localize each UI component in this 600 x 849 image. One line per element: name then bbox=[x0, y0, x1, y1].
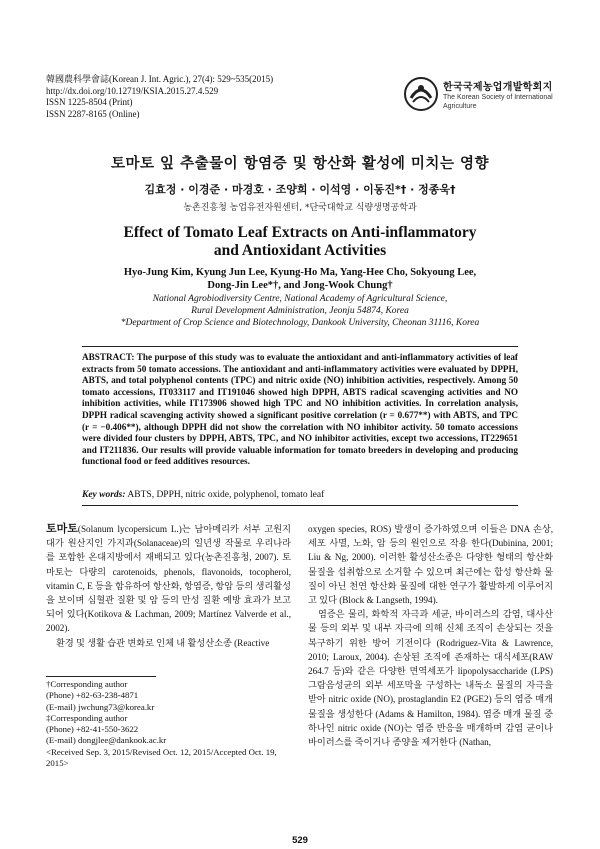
affiliation-english-line2: Rural Development Administration, Jeonju 54874, Korea bbox=[191, 306, 409, 316]
lead-word: 토마토 bbox=[46, 522, 78, 535]
society-logo bbox=[403, 76, 563, 116]
title-english-line2: and Antioxidant Activities bbox=[213, 242, 387, 259]
title-english bbox=[0, 224, 600, 260]
footnote-1-label: †Corresponding author bbox=[46, 679, 128, 689]
society-emblem-icon bbox=[403, 76, 439, 112]
footnote-2-label: ‡Corresponding author bbox=[46, 712, 128, 723]
body-column-left bbox=[46, 522, 291, 650]
abstract-bottom-rule bbox=[82, 505, 518, 506]
body-left-paragraph-1-text: (Solanum lycopersicum L.)는 남아메리카 서부 고원지대가 원산지인 가지과(Solanaceae)의 일년생 작물로 우리나라를 포함한 온대지방에서 재배되고 있다(농촌진흥청, 2007). 토마토는 다량의 carotenoids, phenols, flavonoids, tocopherol, vitamin C, E 등을 함유하여 항산화, 항염증, 항암 등의 생리활성을 보이며 심혈관 질환 및 암 등의 만성 질환 예방 효과가 보고되어 있다(Kotikova & Lachman, 2009; Martínez Valverde et al., 2002). bbox=[46, 524, 291, 634]
footnote-2-email[interactable]: (E-mail) dongjlee@dankook.ac.kr bbox=[46, 735, 167, 746]
authors-english-line2: Dong-Jin Lee*†, and Jong-Wook Chung† bbox=[207, 279, 393, 291]
journal-header bbox=[46, 74, 273, 120]
affiliation-english-line1: National Agrobiodiversity Centre, National Academy of Agricultural Science, bbox=[152, 294, 448, 304]
body-right-paragraph-2: 염증은 물리, 화학적 자극과 세균, 바이러스의 감염, 대사산물 등의 외부 및 내부 자극에 의해 신체 조직이 손상되는 것을 복구하기 위한 방어 기전이다 (Rodriguez-Vita & Lawrence, 2010; Laroux, 2004). 손상된 조직에 존재하는 대식세포(RAW 264.7 등)와 같은 다양한 면역세포가 lipopolysaccharide (LPS) 그람음성균의 외부 세포막을 구성하는 내독소 물질의 자극을 받아 nitric oxide (NO), prostaglandin E2 (PGE2) 등의 염증 매개 물질을 생성한다 (Adams & Hamilton, 1984). 염증 매개 물질 중 하나인 nitric oxide (NO)는 염증 반응을 매개하며 감염 균이나 바이러스를 죽이거나 종양을 제거한다 (Nathan, bbox=[308, 609, 553, 748]
affiliation-english-line3: *Department of Crop Science and Biotechnology, Dankook University, Cheonan 31116, Korea bbox=[120, 318, 480, 328]
body-right-paragraph-1: oxygen species, ROS) 발생이 증가하였으며 이들은 DNA 손상, 세포 사멸, 노화, 암 등의 원인으로 작용 한다(Dubinina, 2001; Liu & Ng, 2000). 이러한 활성산소종은 다양한 형태의 항산화 물질을 섭취함으로 소거할 수 있으며 최근에는 합성 항산화 물질이 아닌 천연 항산화 물질에 대한 연구가 활발하게 이루어지고 있다 (Block & Langseth, 1994). bbox=[308, 524, 553, 606]
society-name-english: The Korean Society of International Agriculture bbox=[443, 94, 553, 110]
received-dates: <Received Sep. 3, 2015/Revised Oct. 12, 2015/Accepted Oct. 19, 2015> bbox=[46, 746, 277, 769]
authors-korean: 김효정 · 이경준 · 마경호 · 조양희 · 이석영 · 이동진*† · 정종욱† bbox=[144, 183, 456, 196]
journal-citation: 韓國農科學會誌(Korean J. Int. Agric.), 27(4): 529~535(2015) bbox=[46, 74, 274, 84]
body-column-right bbox=[308, 522, 553, 749]
footnote-1-email[interactable]: (E-mail) jwchung73@korea.kr bbox=[46, 701, 155, 712]
authors-english bbox=[60, 267, 540, 292]
footnote-1-phone: (Phone) +82-63-238-4871 bbox=[46, 690, 139, 701]
authors-english-line1: Hyo-Jung Kim, Kyung Jun Lee, Kyung-Ho Ma, Yang-Hee Cho, Sokyoung Lee, bbox=[123, 267, 477, 278]
body-left-paragraph-2: 환경 및 생활 습관 변화로 인체 내 활성산소종 (Reactive bbox=[56, 637, 270, 648]
abstract: ABSTRACT: The purpose of this study was to evaluate the antioxidant and anti-inflammatory activities of leaf extracts from 50 tomato accessions. The antioxidant and anti-inflammatory activities were evaluated by DPPH, ABTS, and total polyphenol contents (TPC) and nitric oxide (NO) inhibition activities, respectively. Among 50 tomato accessions, IT033117 and IT191046 showed high DPPH, ABTS radical scavenging activities and NO inhibition activities, while IT173906 showed high TPC and NO inhibition activities. In correlation analysis, DPPH radical scavenging activity showed a significant positive correlation (r = 0.677**) with ABTS, and TPC (r = −0.406**), although DPPH did not show the correlation with NO inhibitor activity. 50 tomato accessions were divided four clusters by DPPH, ABTS, TPC, and NO inhibitor activities, except two accessions, IT229651 and IT211836. Our results will provide valuable information for tomato breeders in developing and producing functional food or feed additives resources. bbox=[82, 352, 518, 467]
page-number: 529 bbox=[292, 835, 308, 846]
abstract-top-rule bbox=[82, 346, 518, 347]
footnote-rule bbox=[46, 676, 156, 677]
footnote-2-phone: (Phone) +82-41-550-3622 bbox=[46, 724, 139, 735]
title-english-line1: Effect of Tomato Leaf Extracts on Anti-inflammatory bbox=[123, 224, 477, 241]
keywords-label: Key words: bbox=[82, 490, 126, 500]
affiliation-korean: 농촌진흥청 농업유전자원센터, *단국대학교 식량생명공학과 bbox=[183, 203, 417, 213]
keywords-text: ABTS, DPPH, nitric oxide, polyphenol, tomato leaf bbox=[127, 490, 325, 500]
title-korean: 토마토 잎 추출물이 항염증 및 항산화 활성에 미치는 영향 bbox=[110, 156, 490, 172]
society-name-korean: 한국국제농업개발학회지 bbox=[443, 82, 553, 93]
doi-link[interactable]: http://dx.doi.org/10.12719/KSIA.2015.27.4.529 bbox=[46, 85, 219, 96]
affiliation-english bbox=[60, 293, 540, 329]
issn-online: ISSN 2287-8165 (Online) bbox=[46, 108, 140, 119]
body-left-paragraph-1 bbox=[46, 522, 291, 636]
footnotes bbox=[46, 679, 296, 769]
keywords-line bbox=[82, 490, 518, 500]
issn-print: ISSN 1225-8504 (Print) bbox=[46, 97, 133, 107]
